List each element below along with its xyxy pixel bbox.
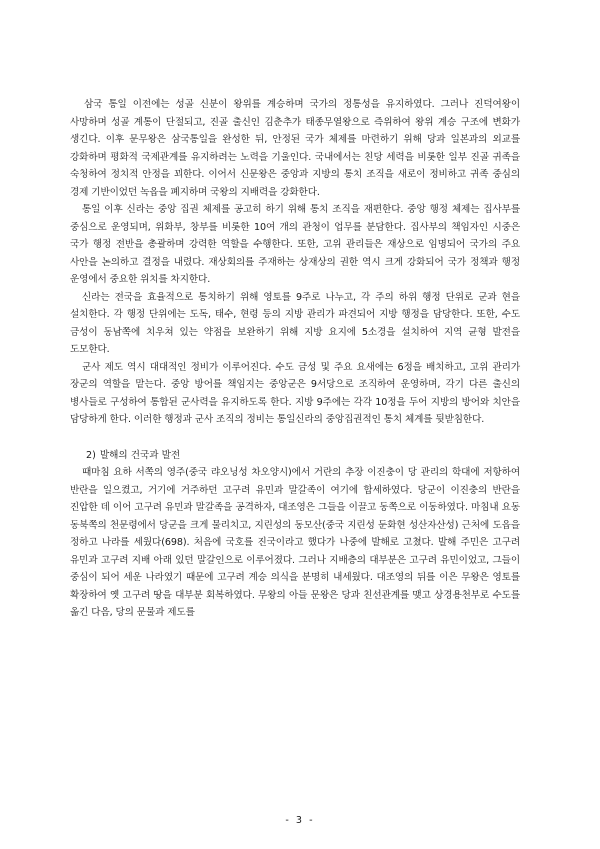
paragraph-silla-succession: 삼국 통일 이전에는 성골 신분이 왕위를 계승하며 국가의 정통성을 유지하였다. 그러나 진덕여왕이 사망하며 성골 계통이 단절되고, 진골 출신인 김춘추가 태종무열왕으로 즉위하여 왕위 계승 구조에 변화가 생긴다. 이후 문무왕은 삼국통일을 완성한 뒤, 안정된 국가 체제를 마련하기 위해 당과 일본과의 외교를 강화하며 평화적 국제관계를 유지하려는 노력을 기울인다. 국내에서는 친당 세력을 비롯한 일부 진골 귀족을 숙청하여 정치적 안정을 꾀한다. 이어서 신문왕은 중앙과 지방의 통치 조직을 새로이 정비하고 귀족 중심의 경제 기반이었던 녹읍을 폐지하며 국왕의 지배력을 강화한다. (70, 99, 520, 198)
section-title: 발해의 건국과 발전 (99, 449, 181, 461)
paragraph-provincial-administration: 신라는 전국을 효율적으로 통치하기 위해 영토를 9주로 나누고, 각 주의 하위 행정 단위로 군과 현을 설치한다. 각 행정 단위에는 도독, 태수, 현령 등의 지방 관리가 파견되어 지방 행정을 담당한다. 또한, 수도 금성이 동남쪽에 치우쳐 있는 약점을 보완하기 위해 지방 요지에 5소경을 설치하여 지역 균형 발전을 도모한다. (70, 291, 520, 355)
section-number: 2) (86, 449, 96, 461)
paragraph-balhae-founding: 때마침 요하 서쪽의 영주(중국 랴오닝성 차오양시)에서 거란의 추장 이진충이 당 관리의 학대에 저항하여 반란을 일으켰고, 거기에 거주하던 고구려 유민과 말갈족이 여기에 합세하였다. 당군이 이진충의 반란을 진압한 데 이어 고구려 유민과 말갈족을 공격하자, 대조영은 그들을 이끌고 동쪽으로 이동하였다. 마침내 요동 동북쪽의 천문령에서 당군을 크게 물리치고, 지린성의 동모산(중국 지린성 둔화현 성산자산성) 근처에 도읍을 정하고 나라를 세웠다(698). 처음에 국호를 진국이라고 했다가 나중에 발해로 고쳤다. 발해 주민은 고구려 유민과 고구려 지배 아래 있던 말갈인으로 이루어졌다. 그러나 지배층의 대부분은 고구려 유민이었고, 그들이 중심이 되어 세운 나라였기 때문에 고구려 계승 의식을 분명히 내세웠다. 대조영의 뒤를 이은 무왕은 영토를 확장하여 옛 고구려 땅을 대부분 회복하였다. 무왕의 아들 문왕은 당과 친선관계를 맺고 상경용천부로 수도를 옮긴 다음, 당의 문물과 제도를 (70, 467, 520, 618)
paragraph-military-system: 군사 제도 역시 대대적인 정비가 이루어진다. 수도 금성 및 주요 요새에는 6정을 배치하고, 고위 관리가 장군의 역할을 맡는다. 중앙 방어를 책임지는 중앙군은 9서당으로 조직하여 운영하며, 각기 다른 출신의 병사들로 구성하여 통합된 군사력을 유지하도록 한다. 지방 9주에는 각각 10정을 두어 지방의 방어와 치안을 담당하게 한다. 이러한 행정과 군사 조직의 정비는 통일신라의 중앙집권적인 통치 체계를 뒷받침한다. (70, 361, 520, 425)
paragraph-central-administration: 통일 이후 신라는 중앙 집권 체제를 공고히 하기 위해 통치 조직을 재편한다. 중앙 행정 체제는 집사부를 중심으로 운영되며, 위화부, 창부를 비롯한 10여 개의 관청이 업무를 분담한다. 집사부의 책임자인 시중은 국가 행정 전반을 총괄하며 강력한 역할을 수행한다. 또한, 고위 관리들은 재상으로 임명되어 국가의 주요 사안을 논의하고 결정을 내렸다. 재상회의를 주재하는 상재상의 권한 역시 크게 강화되어 국가 정책과 행정 운영에서 중요한 위치를 차지한다. (70, 204, 520, 285)
section-heading (70, 447, 520, 465)
body-text (70, 96, 520, 622)
page-number: - 3 - (285, 815, 315, 826)
